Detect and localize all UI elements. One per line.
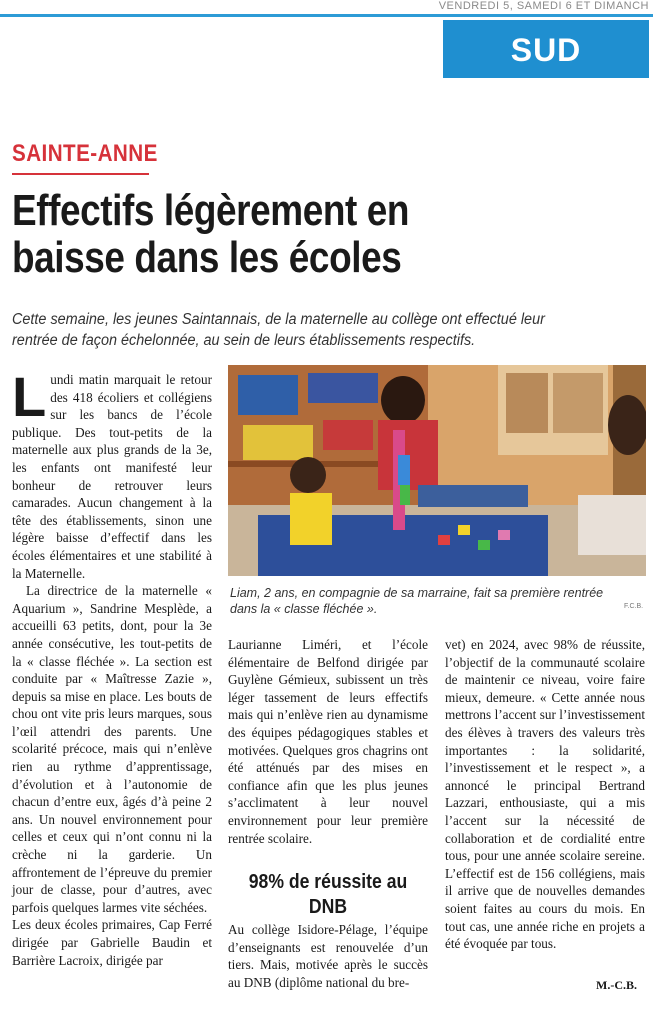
- article-standfirst: Cette semaine, les jeunes Saintannais, de la maternelle au collège ont effectué leur rentrée de façon échelonnée, au sein de leurs établissements respectifs.: [12, 311, 545, 349]
- article-photo: [228, 365, 646, 576]
- paragraph-text: undi matin marquait le retour des 418 écoliers et collégiens sur les bancs de l’école publique. Des tout-petits de la maternelle aux plus grands de la 3e, les enfants ont manifesté leur bonheur de retrouver leurs camarades. Aucun changement à la tête des établissements, sinon une légère baisse d’effectif dans les écoles élémentaires et une stabilité à la Maternelle.: [12, 372, 212, 581]
- body-paragraph: Au collège Isidore-Pélage, l’équipe d’enseignants est renouvelée d’un tiers. Mais, motivée après le succès au DNB (diplôme national du bre-: [228, 922, 428, 990]
- article-column-3: [445, 636, 645, 953]
- article-column-2-continued: [228, 921, 428, 991]
- dateline: VENDREDI 5, SAMEDI 6 ET DIMANCH: [438, 0, 649, 12]
- kicker-underline: [12, 173, 149, 175]
- classroom-photo-illustration: [228, 365, 646, 576]
- body-paragraph: [12, 365, 212, 582]
- body-paragraph: Laurianne Liméri, et l’école élémentaire de Belfond dirigée par Guylène Gémieux, subissent un très léger tassement de leurs effectifs mais qui n’enlève rien au dynamisme des équipes pédagogiques stables et motivées. Quelques gros chagrins ont été atténués par des mises en confiance afin que les plus jeunes s’acclimatent à leur nouvel environnement pour leur première rentrée scolaire.: [228, 637, 428, 846]
- article-kicker: SAINTE-ANNE: [12, 140, 158, 167]
- body-paragraph: vet) en 2024, avec 98% de réussite, l’objectif de la communauté scolaire de maintenir ce niveau, voire faire mieux, demeure. « Cette année nous mettrons l’accent sur l’investissement des élèves à travers des valeurs très importantes : la solidarité, l’investissement et le respect », a annoncé le principal Bertrand Lazzari, enthousiaste, qui a mis l’accent sur la nécessité de collaboration et de cordialité entre tous, pour une année scolaire sereine. L’effectif est de 156 collégiens, mais il arrive que de nouvelles demandes soient faites au cours du mois. En tout cas, une année riche en projets a été évoquée par tous.: [445, 637, 645, 952]
- author-signature: M.-C.B.: [596, 978, 637, 992]
- article-headline: Effectifs légèrement en baisse dans les écoles: [12, 186, 410, 282]
- body-paragraph: La directrice de la maternelle « Aquarium », Sandrine Mesplède, a accueilli 63 petits, dont, pour la 3e année consécutive, les tout-petits de la « classe fléchée ». La section est conduite par « Maîtresse Zazie », depuis sa mise en place. Les bouts de chou ont vite pris leurs marques, sous l’œil attendri des parents. Une scolarité précoce, mais qui n’enlève rien au rythme d’apprentissage, d’évolution et à l’autonomie de chacun d’entre eux, âgés d’à peine 2 ans. Un nouvel environnement pour celles et ceux qui n’ont connu ni la crèche ni la garderie. Un affrontement de l’épreuve du premier jour de classe, pour d’autres, avec parfois quelques larmes vite séchées.: [12, 583, 212, 915]
- article-column-2: [228, 636, 428, 847]
- header-rule: [0, 14, 653, 17]
- photo-credit: F.C.B.: [624, 603, 644, 610]
- drop-cap: L: [12, 365, 47, 428]
- article-subheading: 98% de réussite au DNB: [248, 871, 408, 918]
- article-column-1: [12, 365, 212, 969]
- photo-caption: Liam, 2 ans, en compagnie de sa marraine, fait sa première rentrée dans la « classe fléchée ».: [230, 586, 604, 616]
- section-banner: SUD: [443, 20, 649, 78]
- body-paragraph: Les deux écoles primaires, Cap Ferré dirigée par Gabrielle Baudin et Barrière Lacroix, dirigée par: [12, 917, 212, 968]
